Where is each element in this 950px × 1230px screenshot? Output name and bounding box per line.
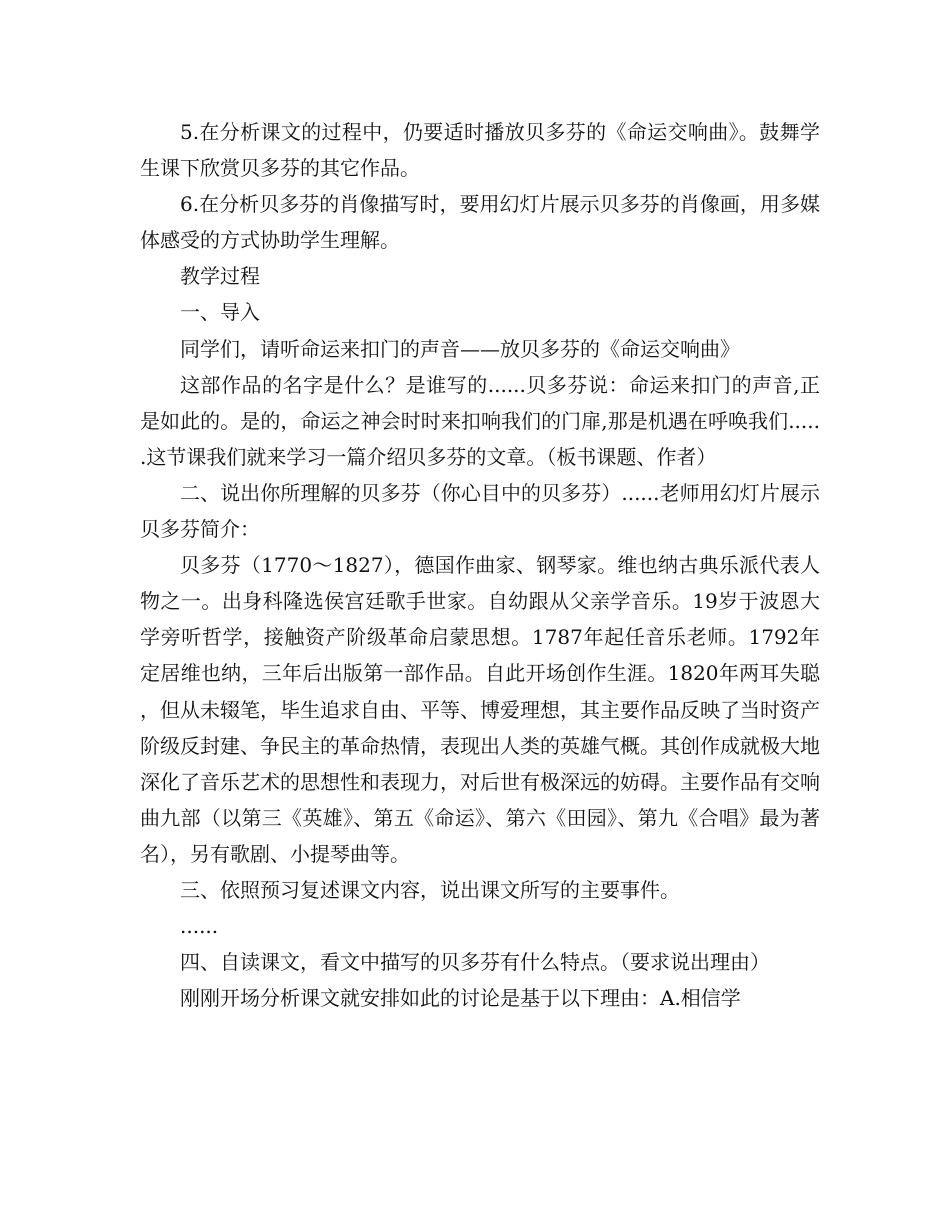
paragraph-listen-fate-symphony: 同学们，请听命运来扣门的声音——放贝多芬的《命运交响曲》 bbox=[180, 336, 740, 361]
section-heading-retell-events: 三、依照预习复述课文内容，说出课文所写的主要事件。 bbox=[180, 877, 680, 902]
section-heading-introduction: 一、导入 bbox=[180, 300, 260, 325]
section-heading-self-reading: 四、自读课文，看文中描写的贝多芬有什么特点。（要求说出理由） bbox=[180, 950, 770, 975]
paragraph-work-name-question: 这部作品的名字是什么？是谁写的......贝多芬说：命运来扣门的声音,正是如此的。是的，命运之神会时时来扣响我们的门扉,那是机遇在呼唤我们......这节课我们就来学习一篇介绍贝多芬的文章。（板书课题、作者） bbox=[140, 372, 820, 469]
ellipsis-line: ...... bbox=[180, 914, 219, 939]
paragraph-discussion-reasons: 刚刚开场分析课文就安排如此的讨论是基于以下理由：A.相信学 bbox=[180, 986, 741, 1011]
document-page bbox=[140, 114, 820, 1016]
paragraph-5-music-playback: 5.在分析课文的过程中，仍要适时播放贝多芬的《命运交响曲》。鼓舞学生课下欣赏贝多芬的其它作品。 bbox=[140, 120, 820, 181]
section-heading-understanding-beethoven: 二、说出你所理解的贝多芬（你心目中的贝多芬）......老师用幻灯片展示贝多芬简介： bbox=[140, 480, 820, 542]
paragraph-6-portrait-slides: 6.在分析贝多芬的肖像描写时，要用幻灯片展示贝多芬的肖像画，用多媒体感受的方式协助学生理解。 bbox=[140, 192, 820, 253]
section-heading-teaching-process: 教学过程 bbox=[180, 264, 260, 289]
paragraph-beethoven-biography: 贝多芬（1770～1827），德国作曲家、钢琴家。维也纳古典乐派代表人物之一。出身科隆选侯宫廷歌手世家。自幼跟从父亲学音乐。19岁于波恩大学旁听哲学，接触资产阶级革命启蒙思想。1787年起任音乐老师。1792年定居维也纳，三年后出版第一部作品。自此开场创作生涯。1820年两耳失聪，但从未辍笔，毕生追求自由、平等、博爱理想，其主要作品反映了当时资产阶级反封建、争民主的革命热情，表现出人类的英雄气概。其创作成就极大地深化了音乐艺术的思想性和表现力，对后世有极深远的妨碍。主要作品有交响曲九部（以第三《英雄》、第五《命运》、第六《田园》、第九《合唱》最为著名），另有歌剧、小提琴曲等。 bbox=[140, 553, 820, 866]
